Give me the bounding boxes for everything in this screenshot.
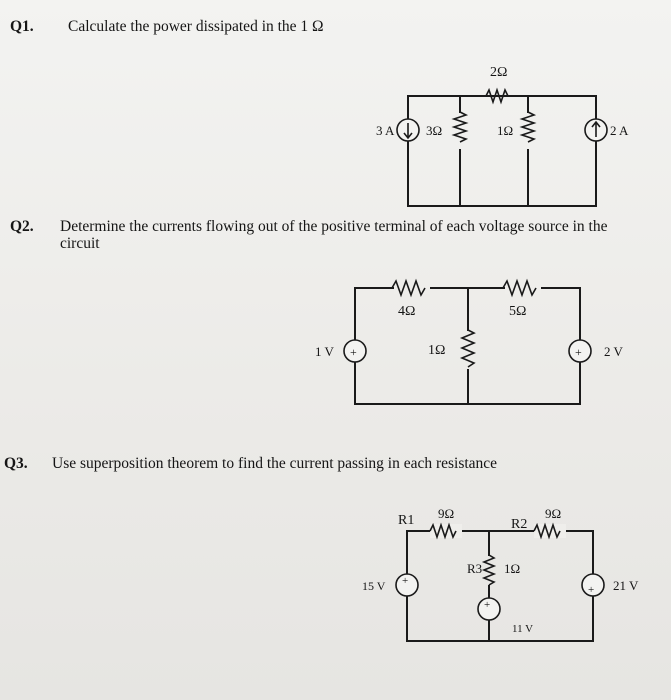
label-src-mid: 11 V — [512, 623, 534, 635]
plus-sign: + — [575, 345, 582, 359]
question-text: Use superposition theorem to find the current passing in each resistance — [52, 455, 498, 472]
label-src-left: 3 A — [376, 123, 395, 138]
label-r-top: 2Ω — [490, 65, 508, 80]
question-text-line-1: Determine the currents flowing out of the positive terminal of each voltage source in the — [60, 218, 608, 235]
plus-sign: + — [402, 575, 409, 587]
resistor-r3 — [484, 555, 494, 585]
label-src-right: 2 A — [610, 123, 629, 138]
label-src-left: 15 V — [362, 579, 386, 593]
label-r-mid: 1Ω — [428, 343, 446, 358]
label-src-left: 1 V — [315, 344, 334, 359]
question-number: Q1. — [10, 18, 34, 35]
label-r2-value: 9Ω — [545, 506, 562, 521]
label-r2-name: R2 — [511, 517, 528, 532]
plus-sign: + — [484, 599, 491, 611]
label-src-right: 21 V — [613, 578, 639, 593]
wire — [407, 531, 593, 641]
question-number: Q2. — [10, 218, 34, 235]
plus-sign: + — [350, 345, 357, 359]
label-r-top-left: 4Ω — [398, 304, 416, 319]
label-r1-name: R1 — [398, 513, 415, 528]
question-number: Q3. — [4, 455, 28, 472]
label-r-top-right: 5Ω — [509, 304, 527, 319]
question-text: Calculate the power dissipated in the 1 Ω — [68, 18, 324, 35]
label-r3-name: R3 — [467, 561, 483, 576]
label-r-right: 1Ω — [497, 123, 514, 138]
label-src-right: 2 V — [604, 344, 623, 359]
label-r-left: 3Ω — [426, 123, 443, 138]
label-r3-value: 1Ω — [504, 561, 521, 576]
label-r1-value: 9Ω — [438, 506, 455, 521]
question-text-line-2: circuit — [60, 235, 100, 252]
plus-sign: + — [588, 584, 595, 596]
